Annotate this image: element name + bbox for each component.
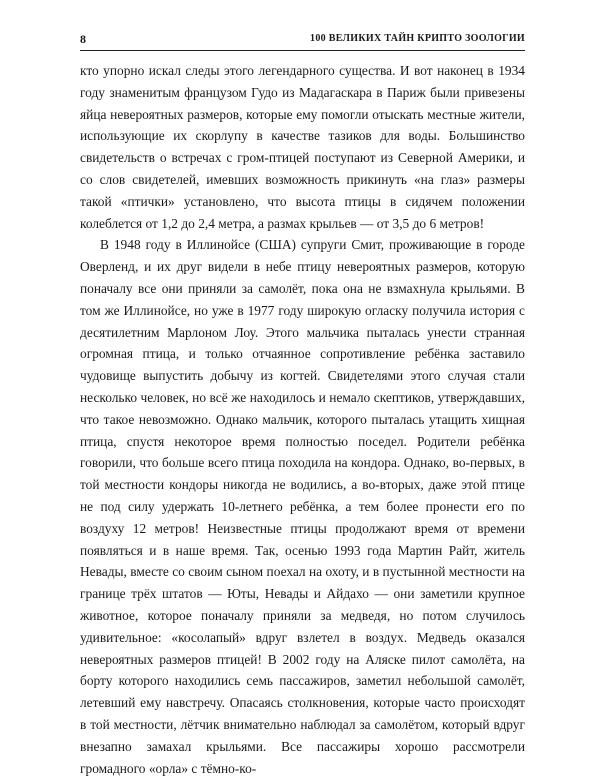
running-title: 100 ВЕЛИКИХ ТАЙН КРИПТО ЗООЛОГИИ [310, 33, 525, 44]
paragraph-continued: кто упорно искал следы этого легендарного существа. И вот наконец в 1934 году знаменитым французом Гудо из Мадагаскара в Париж были привезены яйца невероятных размеров, которые ему помогли отыскать местные жители, использующие их скорлупу в качестве тазиков для воды. Большинство свидетельств о встречах с гром-птицей поступают из Северной Америки, и со слов свидетелей, имевших возможность прикинуть «на глаз» размеры такой «птички» установлено, что высота птицы в сидячем положении колеблется от 1,2 до 2,4 метра, а размах крыльев — от 3,5 до 6 метров! [80, 63, 525, 231]
page-header [80, 30, 525, 51]
text-body [80, 60, 525, 779]
paragraph-1948: В 1948 году в Иллинойсе (США) супруги Смит, проживающие в городе Оверленд, и их друг видели в небе птицу невероятных размеров, которую поначалу все они приняли за самолёт, пока она не взмахнула крыльями. В том же Иллинойсе, но уже в 1977 году широкую огласку получила история с десятилетним Марлоном Лоу. Этого мальчика пыталась унести странная огромная птица, и только отчаянное сопротивление ребёнка заставило чудовище выпустить добычу из когтей. Свидетелями этого случая стали несколько человек, но всё же находилось и немало скептиков, утверждавших, что такое невозможно. Однако мальчик, которого пыталась утащить хищная птица, спустя некоторое время полностью поседел. Родители ребёнка говорили, что больше всего птица походила на кондора. Однако, во-первых, в той местности кондоры никогда не водились, а во-вторых, даже этой птице не под силу удержать 10-летнего ребёнка, а тем более пронести его по воздуху 12 метров! Неизвестные птицы продолжают время от времени появляться и в наше время. Так, осенью 1993 года Мартин Райт, житель Невады, вместе со своим сыном поехал на охоту, и в пустынной местности на границе трёх штатов — Юты, Невады и Айдахо — они заметили крупное животное, которое поначалу приняли за медведя, но потом случилось удивительное: «косолапый» вдруг взлетел в воздух. Медведь оказался невероятных размеров птицей! В 2002 году на Аляске пилот самолёта, на борту которого находились семь пассажиров, заметил небольшой самолёт, летевший ему навстречу. Опасаясь столкновения, которые часто происходят в той местности, лётчик внимательно наблюдал за самолётом, который вдруг внезапно замахал крыльями. Все пассажиры хорошо рассмотрели громадного «орла» с тёмно-ко- [80, 237, 525, 776]
page-number: 8 [80, 32, 86, 46]
